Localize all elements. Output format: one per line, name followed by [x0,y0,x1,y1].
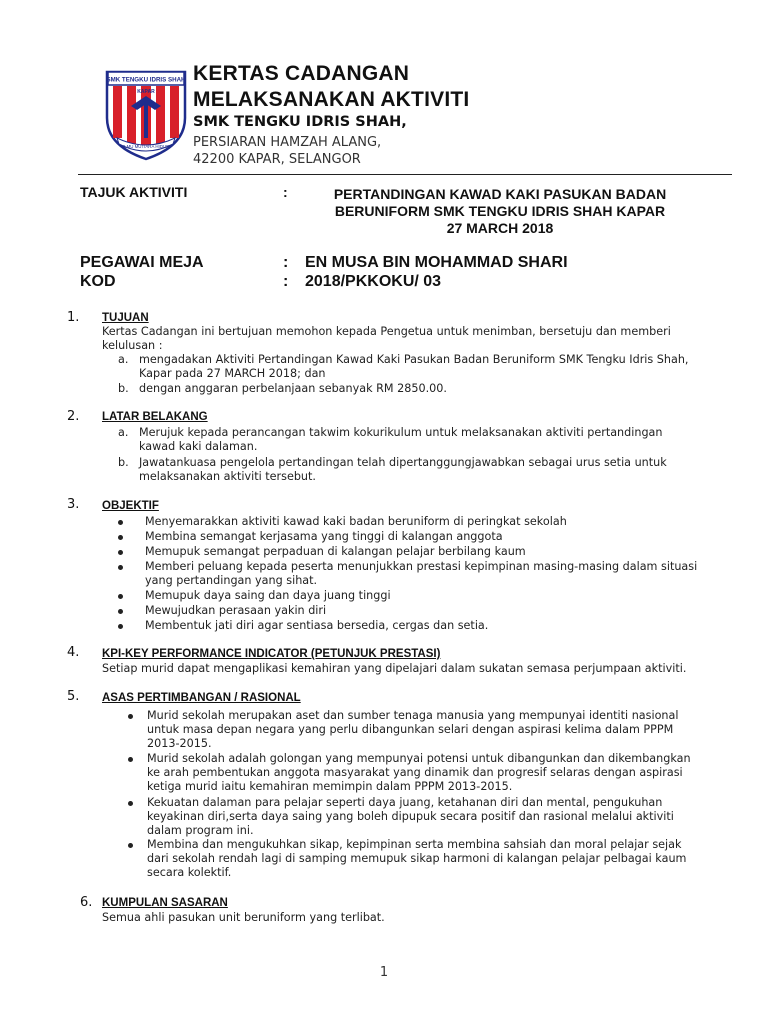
objektif-bullet [118,594,123,599]
address-line1: PERSIARAN HAMZAH ALANG, [193,135,382,150]
tajuk-value-line2: BERUNIFORM SMK TENGKU IDRIS SHAH KAPAR [334,203,666,219]
section-3-number: 3. [67,497,80,512]
objektif-bullet [118,609,123,614]
tajuk-colon: : [283,184,288,200]
document-title-line2: MELAKSANAKAN AKTIVITI [193,88,470,111]
section-6-title: KUMPULAN SASARAN [102,897,228,909]
section-1-title: TUJUAN [102,312,149,324]
objektif-item-4-line1: Memberi peluang kepada peserta menunjukkan prestasi kepimpinan masing-masing dalam situasi [145,560,698,573]
document-title-line1: KERTAS CADANGAN [193,62,410,85]
kod-label: KOD [80,273,116,290]
rasional-bullet [128,757,133,762]
kod-value: 2018/PKKOKU/ 03 [305,273,442,290]
rasional-item-4-line1: Membina dan mengukuhkan sikap, kepimpinan serta membina sahsiah dan moral pelajar sejak [147,838,682,851]
kod-colon: : [283,273,289,290]
section-4-title: KPI-KEY PERFORMANCE INDICATOR (PETUNJUK PRESTASI) [102,648,441,660]
section-2-item-a-line2: kawad kaki dalaman. [139,440,258,453]
section-2-item-b-line2: melaksanakan aktiviti tersebut. [139,470,316,483]
objektif-bullet [118,624,123,629]
rasional-item-3-line1: Kekuatan dalaman para pelajar seperti daya juang, ketahanan diri dan mental, pengukuhan [147,796,663,809]
rasional-item-2-line1: Murid sekolah adalah golongan yang mempunyai potensi untuk dibangunkan dan dikembangkan [147,752,691,765]
rasional-item-3-line2: keyakinan diri,serta daya saing yang boleh dipupuk secara positif dan rasional melalui aktiviti [147,810,674,823]
objektif-bullet [118,565,123,570]
section-1-item-a-line1: mengadakan Aktiviti Pertandingan Kawad Kaki Pasukan Badan Beruniform SMK Tengku Idris Shah, [139,353,689,366]
objektif-bullet [118,550,123,555]
section-1-item-a-line2: Kapar pada 27 MARCH 2018; dan [139,367,326,380]
section-2-title: LATAR BELAKANG [102,411,208,423]
rasional-item-4-line3: secara kolektif. [147,866,232,879]
rasional-bullet [128,801,133,806]
rasional-bullet [128,843,133,848]
objektif-item-2: Membina semangat kerjasama yang tinggi di kalangan anggota [145,530,503,543]
section-2-item-b-marker: b. [118,456,129,469]
rasional-item-2-line2: ke arah pembentukan anggota masyarakat yang dinamik dan progresif selaras dengan aspirasi [147,766,683,779]
section-2-item-a-marker: a. [118,426,129,439]
objektif-item-5: Memupuk daya saing dan daya juang tinggi [145,589,391,602]
section-1-intro-line1: Kertas Cadangan ini bertujuan memohon kepada Pengetua untuk menimban, bersetuju dan memberi [102,325,671,338]
rasional-item-4-line2: dari sekolah rendah lagi di samping memupuk sikap harmoni di kalangan pelajar pelbagai kaum [147,852,687,865]
section-5-title: ASAS PERTIMBANGAN / RASIONAL [102,692,301,704]
section-1-item-b-marker: b. [118,382,129,395]
rasional-bullet [128,714,133,719]
rasional-item-1-line2: untuk masa depan negara yang perlu dibangunkan selari dengan aspirasi kelima dalam PPPM [147,723,674,736]
objektif-item-1: Menyemarakkan aktiviti kawad kaki badan beruniform di peringkat sekolah [145,515,567,528]
section-4-text: Setiap murid dapat mengaplikasi kemahiran yang dipelajari dalam sukatan semasa perjumpaan aktiviti. [102,662,687,675]
section-5-number: 5. [67,689,80,704]
header-divider [78,174,732,175]
school-name: SMK TENGKU IDRIS SHAH, [193,114,407,130]
logo-top-text: SMK TENGKU IDRIS SHAH [106,76,186,84]
section-2-number: 2. [67,409,80,424]
page-number: 1 [379,965,389,980]
tajuk-value-line3: 27 MARCH 2018 [446,220,554,236]
section-6-text: Semua ahli pasukan unit beruniform yang terlibat. [102,911,385,924]
section-2-item-b-line1: Jawatankuasa pengelola pertandingan telah dipertanggungjawabkan sebagai urus setia untuk [139,456,667,469]
objektif-item-7: Membentuk jati diri agar sentiasa bersedia, cergas dan setia. [145,619,489,632]
section-3-title: OBJEKTIF [102,500,159,512]
objektif-bullet [118,535,123,540]
tajuk-value-line1: PERTANDINGAN KAWAD KAKI PASUKAN BADAN [333,186,667,202]
rasional-item-2-line3: ketiga murid iaitu kemahiran memimpin dalam PPPM 2013-2015. [147,780,513,793]
rasional-item-3-line3: dalam program ini. [147,824,254,837]
objektif-item-6: Mewujudkan perasaan yakin diri [145,604,327,617]
address-line2: 42200 KAPAR, SELANGOR [193,152,361,167]
objektif-item-3: Memupuk semangat perpaduan di kalangan pelajar berbilang kaum [145,545,526,558]
objektif-item-4-line2: yang pertandingan yang sihat. [145,574,318,587]
section-1-intro-line2: kelulusan : [102,339,163,352]
rasional-item-1-line3: 2013-2015. [147,737,212,750]
school-crest-logo [103,66,189,162]
section-1-item-a-marker: a. [118,353,129,366]
objektif-bullet [118,520,123,525]
section-4-number: 4. [67,645,80,660]
section-2-item-a-line1: Merujuk kepada perancangan takwim kokurikulum untuk melaksanakan aktiviti pertandingan [139,426,663,439]
pegawai-colon: : [283,254,289,271]
pegawai-label: PEGAWAI MEJA [80,254,204,271]
pegawai-value: EN MUSA BIN MOHAMMAD SHARI [305,254,568,271]
logo-sub-text: KAPAR [137,89,155,95]
logo-motto: ILMU MUTIARA HIDUP [122,144,170,149]
rasional-item-1-line1: Murid sekolah merupakan aset dan sumber tenaga manusia yang mempunyai identiti nasional [147,709,679,722]
section-1-item-b-line1: dengan anggaran perbelanjaan sebanyak RM 2850.00. [139,382,447,395]
section-6-number: 6. [80,895,93,910]
section-1-number: 1. [67,310,80,325]
tajuk-label: TAJUK AKTIVITI [80,184,188,200]
